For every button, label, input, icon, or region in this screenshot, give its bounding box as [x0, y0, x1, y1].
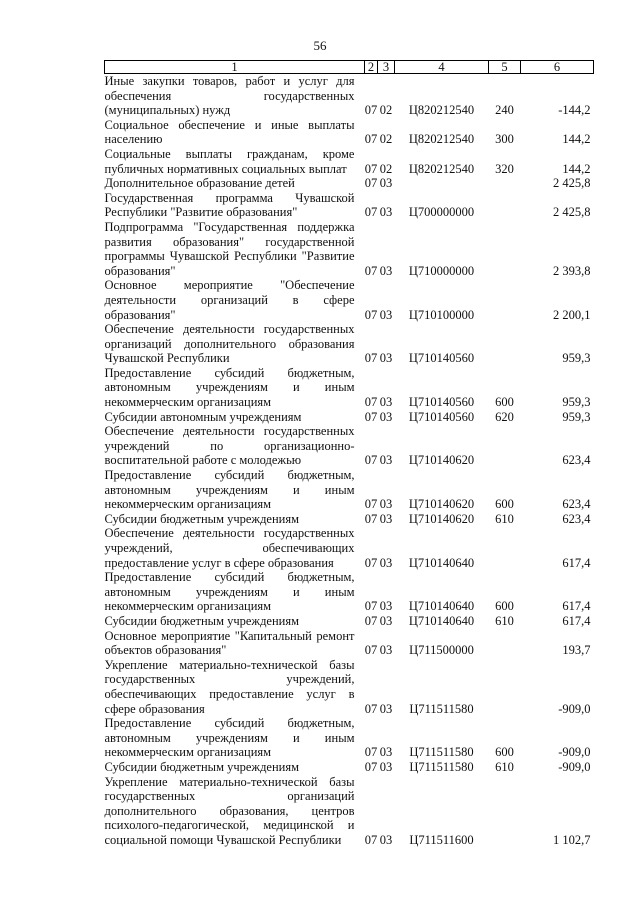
- row-expense-type: 240: [495, 103, 514, 118]
- row-amount: -144,2: [558, 103, 591, 118]
- header-col-2: 2: [365, 61, 378, 74]
- header-col-4: 4: [395, 61, 489, 74]
- table-row: [105, 468, 594, 512]
- row-expense-type: 610: [495, 511, 514, 526]
- row-section: 07: [364, 745, 378, 760]
- row-name: Дополнительное образование детей: [104, 176, 295, 191]
- row-expense-type: [489, 220, 521, 278]
- row-amount: 959,3: [562, 409, 591, 424]
- row-expense-type: [489, 322, 521, 366]
- row-target-article: Ц710140560: [408, 395, 475, 410]
- row-name: Основное мероприятие "Обеспечение деятельности организаций в сфере образования": [104, 278, 355, 322]
- row-subsection: 03: [379, 555, 393, 570]
- row-subsection: 03: [379, 643, 393, 658]
- row-section: 07: [364, 759, 378, 774]
- row-amount: -909,0: [558, 745, 591, 760]
- row-subsection: 03: [379, 351, 393, 366]
- row-amount: 623,4: [562, 497, 591, 512]
- row-name: Субсидии бюджетным учреждениям: [104, 613, 300, 628]
- row-target-article: Ц711511600: [409, 832, 474, 847]
- row-subsection: 02: [379, 103, 393, 118]
- row-amount: 1 102,7: [553, 832, 591, 847]
- table-row: [105, 74, 594, 118]
- row-subsection: 03: [379, 745, 393, 760]
- table-row: [105, 760, 594, 775]
- row-expense-type: [489, 775, 521, 848]
- table-row: [105, 570, 594, 614]
- row-target-article: Ц710140560: [408, 351, 475, 366]
- row-expense-type: [489, 424, 521, 468]
- row-section: 07: [364, 599, 378, 614]
- row-expense-type: 600: [495, 497, 514, 512]
- row-name: Обеспечение деятельности государственных учреждений по организационно-воспитательной работе с молодежью: [104, 424, 355, 468]
- table-row: [105, 278, 594, 322]
- row-subsection: 03: [379, 453, 393, 468]
- row-name: Иные закупки товаров, работ и услуг для обеспечения государственных (муниципальных) нужд: [104, 74, 355, 118]
- row-target-article: Ц710140620: [408, 453, 475, 468]
- row-section: 07: [364, 497, 378, 512]
- row-section: 07: [364, 176, 378, 191]
- row-section: 07: [364, 555, 378, 570]
- row-target-article: Ц820212540: [408, 103, 475, 118]
- row-subsection: 03: [379, 832, 393, 847]
- row-target-article: Ц710140560: [408, 409, 475, 424]
- row-amount: 2 425,8: [553, 205, 591, 220]
- table-row: [105, 191, 594, 220]
- budget-table: [104, 60, 594, 847]
- row-subsection: 02: [379, 132, 393, 147]
- row-amount: 2 425,8: [553, 176, 591, 191]
- row-amount: 617,4: [562, 555, 591, 570]
- table-row: [105, 526, 594, 570]
- row-expense-type: [489, 176, 521, 191]
- row-section: 07: [364, 307, 378, 322]
- row-section: 07: [364, 103, 378, 118]
- row-name: Укрепление материально-технической базы государственных учреждений, обеспечивающих предоставление услуг в сфере образования: [104, 657, 355, 716]
- row-section: 07: [364, 263, 378, 278]
- row-subsection: 03: [379, 176, 393, 191]
- row-section: 07: [364, 351, 378, 366]
- row-amount: 144,2: [562, 161, 591, 176]
- table-row: [105, 614, 594, 629]
- table-row: [105, 716, 594, 760]
- row-section: 07: [364, 613, 378, 628]
- row-name: Предоставление субсидий бюджетным, автономным учреждениям и иным некоммерческим организациям: [104, 468, 355, 512]
- row-section: 07: [364, 511, 378, 526]
- row-expense-type: 300: [495, 132, 514, 147]
- row-name: Основное мероприятие "Капитальный ремонт объектов образования": [104, 628, 355, 658]
- table-row: [105, 424, 594, 468]
- row-subsection: 03: [379, 511, 393, 526]
- row-expense-type: [489, 191, 521, 220]
- row-subsection: 03: [379, 409, 393, 424]
- header-col-1: 1: [105, 61, 365, 74]
- row-subsection: 03: [379, 205, 393, 220]
- row-target-article: Ц711511580: [409, 701, 474, 716]
- row-amount: 617,4: [562, 599, 591, 614]
- row-target-article: Ц820212540: [408, 132, 475, 147]
- table-header-row: [105, 61, 594, 74]
- row-name: Укрепление материально-технической базы государственных организаций дополнительного образования, центров психолого-педагогической, медицинской и социальной помощи Чувашской Республики: [104, 774, 355, 847]
- row-section: 07: [364, 701, 378, 716]
- row-section: 07: [364, 643, 378, 658]
- row-expense-type: 610: [495, 613, 514, 628]
- table-row: [105, 629, 594, 658]
- table-row: [105, 147, 594, 176]
- table-row: [105, 512, 594, 527]
- row-subsection: 03: [379, 701, 393, 716]
- row-target-article: Ц710140640: [408, 613, 475, 628]
- row-name: Подпрограмма "Государственная поддержка развития образования" государственной программы Чувашской Республики "Развитие образования": [104, 219, 355, 278]
- row-target-article: Ц710000000: [408, 263, 475, 278]
- row-amount: 959,3: [562, 351, 591, 366]
- row-expense-type: [489, 278, 521, 322]
- row-expense-type: [489, 658, 521, 716]
- row-target-article: Ц710140620: [408, 511, 475, 526]
- row-target-article: Ц820212540: [408, 161, 475, 176]
- row-section: 07: [364, 409, 378, 424]
- table-row: [105, 410, 594, 425]
- row-name: Предоставление субсидий бюджетным, автономным учреждениям и иным некоммерческим организациям: [104, 365, 355, 410]
- row-section: 07: [364, 453, 378, 468]
- row-section: 07: [364, 205, 378, 220]
- row-name: Социальное обеспечение и иные выплаты населению: [104, 117, 355, 147]
- row-section: 07: [364, 132, 378, 147]
- row-subsection: 03: [379, 599, 393, 614]
- row-section: 07: [364, 395, 378, 410]
- row-subsection: 03: [379, 307, 393, 322]
- table-row: [105, 220, 594, 278]
- row-expense-type: [489, 629, 521, 658]
- row-name: Государственная программа Чувашской Республики "Развитие образования": [104, 190, 355, 220]
- row-amount: 959,3: [562, 395, 591, 410]
- row-subsection: 03: [379, 613, 393, 628]
- table-body: [105, 74, 594, 848]
- row-target-article: Ц711511580: [409, 759, 474, 774]
- row-amount: -909,0: [558, 701, 591, 716]
- row-name: Социальные выплаты гражданам, кроме публичных нормативных социальных выплат: [104, 146, 355, 176]
- row-target-article: Ц710100000: [408, 307, 475, 322]
- row-target-article: Ц711511580: [409, 745, 474, 760]
- row-subsection: 03: [379, 497, 393, 512]
- row-amount: -909,0: [558, 759, 591, 774]
- row-name: Предоставление субсидий бюджетным, автономным учреждениям и иным некоммерческим организациям: [104, 570, 355, 614]
- row-target-article: Ц711500000: [409, 643, 474, 658]
- header-col-6: 6: [521, 61, 594, 74]
- row-subsection: 03: [379, 263, 393, 278]
- table-row: [105, 366, 594, 410]
- row-name: Субсидии автономным учреждениям: [104, 409, 302, 424]
- row-target-article: [395, 176, 489, 191]
- row-name: Обеспечение деятельности государственных учреждений, обеспечивающих предоставление услуг в сфере образования: [104, 526, 355, 570]
- row-amount: 2 393,8: [553, 263, 591, 278]
- row-expense-type: 610: [495, 759, 514, 774]
- row-name: Предоставление субсидий бюджетным, автономным учреждениям и иным некоммерческим организациям: [104, 716, 355, 760]
- row-amount: 193,7: [562, 643, 591, 658]
- header-col-3: 3: [378, 61, 395, 74]
- row-expense-type: 600: [495, 745, 514, 760]
- page-number: 56: [313, 38, 327, 53]
- row-target-article: Ц710140640: [408, 555, 475, 570]
- row-amount: 617,4: [562, 613, 591, 628]
- row-expense-type: 600: [495, 599, 514, 614]
- row-amount: 623,4: [562, 511, 591, 526]
- row-amount: 144,2: [562, 132, 591, 147]
- row-expense-type: 620: [495, 409, 514, 424]
- row-section: 07: [364, 832, 378, 847]
- row-subsection: 03: [379, 759, 393, 774]
- row-target-article: Ц710140620: [408, 497, 475, 512]
- row-section: 07: [364, 161, 378, 176]
- row-name: Обеспечение деятельности государственных организаций дополнительного образования Чувашской Республики: [104, 322, 355, 366]
- row-amount: 623,4: [562, 453, 591, 468]
- row-expense-type: 320: [495, 161, 514, 176]
- row-name: Субсидии бюджетным учреждениям: [104, 511, 300, 526]
- row-expense-type: 600: [495, 395, 514, 410]
- header-col-5: 5: [489, 61, 521, 74]
- table-row: [105, 322, 594, 366]
- table-row: [105, 658, 594, 716]
- row-target-article: Ц700000000: [408, 205, 475, 220]
- row-name: Субсидии бюджетным учреждениям: [104, 759, 300, 774]
- row-expense-type: [489, 526, 521, 570]
- row-subsection: 02: [379, 161, 393, 176]
- row-target-article: Ц710140640: [408, 599, 475, 614]
- row-subsection: 03: [379, 395, 393, 410]
- table-row: [105, 176, 594, 191]
- table-row: [105, 118, 594, 147]
- row-amount: 2 200,1: [553, 307, 591, 322]
- table-row: [105, 775, 594, 848]
